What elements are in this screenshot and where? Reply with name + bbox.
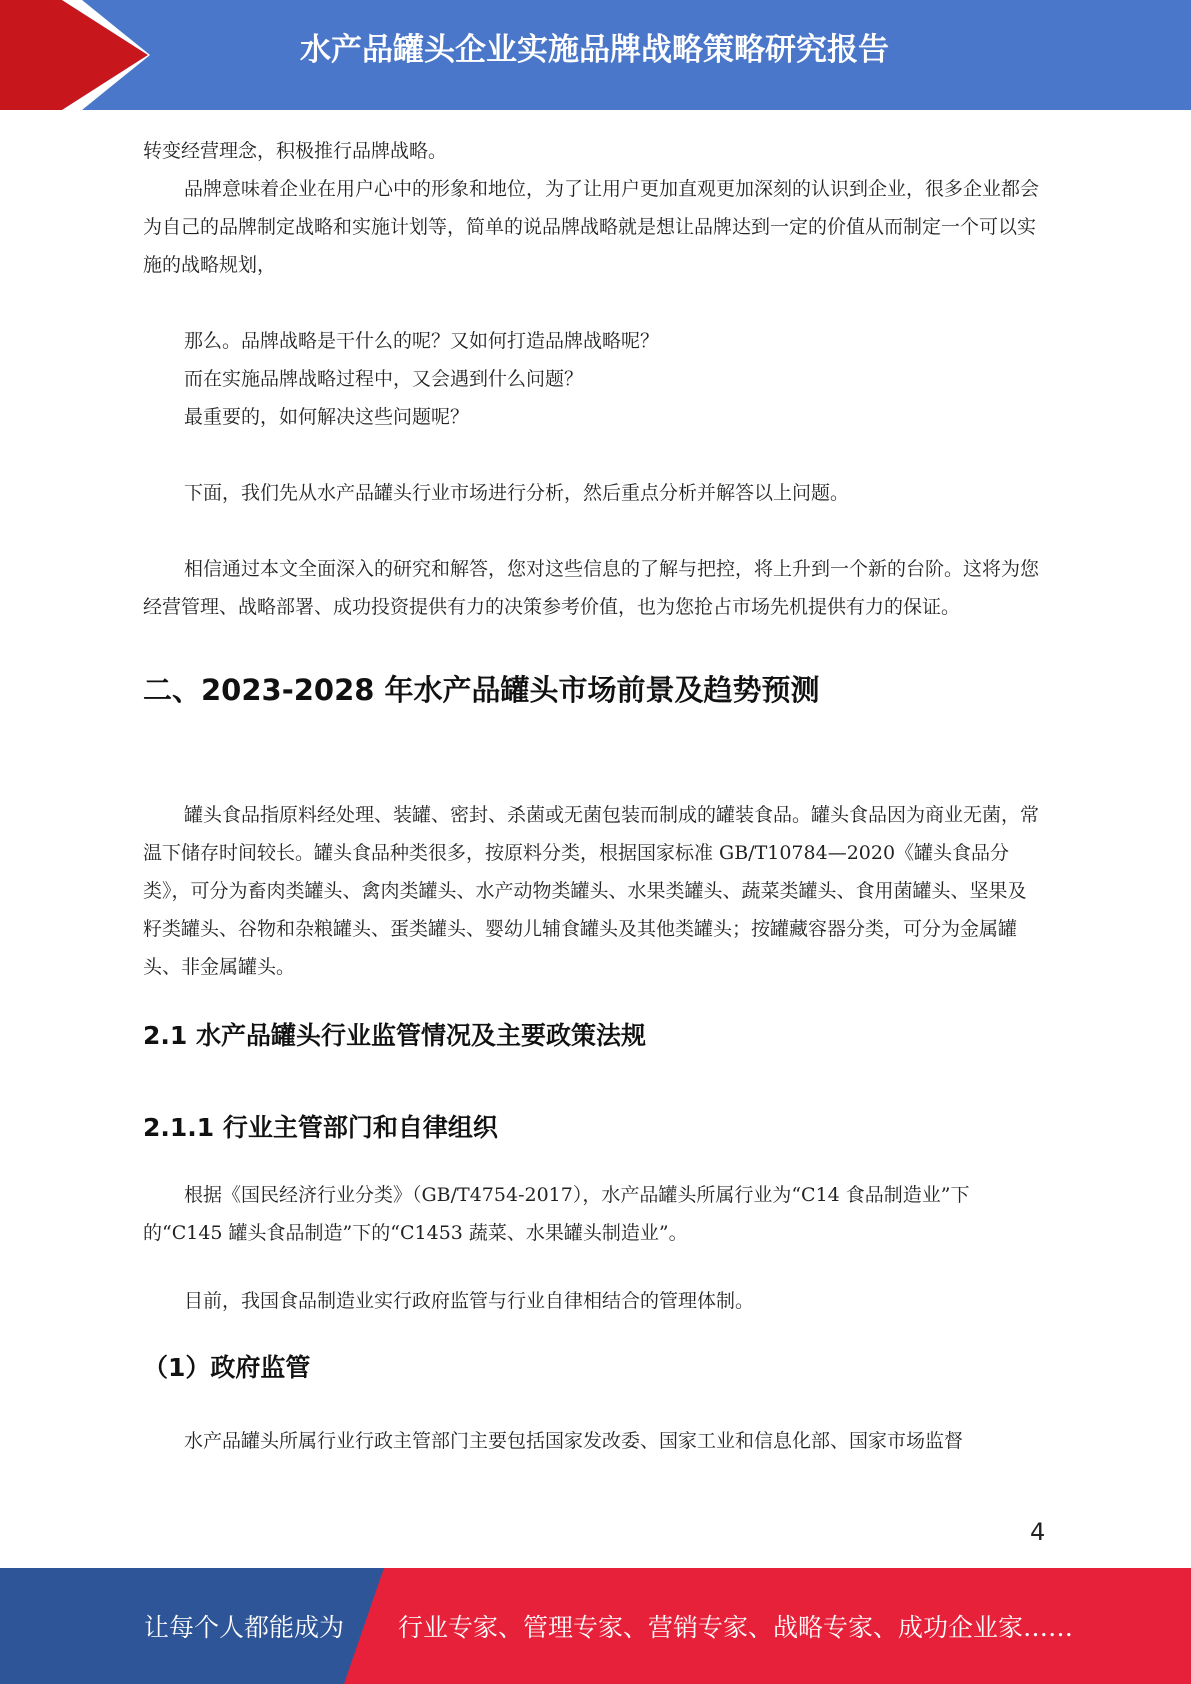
question-line: 而在实施品牌战略过程中，又会遇到什么问题？	[184, 368, 584, 390]
subsubsection-heading: 2.1.1 行业主管部门和自律组织	[143, 1113, 498, 1142]
page-footer	[0, 1568, 1191, 1684]
report-title: 水产品罐头企业实施品牌战略策略研究报告	[300, 32, 889, 68]
footer-slogan-left: 让每个人都能成为	[144, 1613, 345, 1642]
item-heading: （1）政府监管	[143, 1353, 311, 1382]
section-heading: 二、2023-2028 年水产品罐头市场前景及趋势预测	[143, 673, 820, 707]
paragraph: 品牌意味着企业在用户心中的形象和地位，为了让用户更加直观更加深刻的认识到企业，很多企业都会为自己的品牌制定战略和实施计划等，简单的说品牌战略就是想让品牌达到一定的价值从而制定一个可以实施的战略规划，	[143, 178, 1040, 276]
paragraph: 相信通过本文全面深入的研究和解答，您对这些信息的了解与把控，将上升到一个新的台阶。这将为您经营管理、战略部署、成功投资提供有力的决策参考价值，也为您抢占市场先机提供有力的保证。	[143, 558, 1040, 618]
question-line: 最重要的，如何解决这些问题呢？	[184, 406, 470, 428]
paragraph: 转变经营理念，积极推行品牌战略。	[143, 140, 448, 162]
paragraph: 下面，我们先从水产品罐头行业市场进行分析，然后重点分析并解答以上问题。	[184, 482, 850, 504]
paragraph: 水产品罐头所属行业行政主管部门主要包括国家发改委、国家工业和信息化部、国家市场监督	[184, 1430, 964, 1452]
page-header	[0, 0, 1191, 110]
paragraph: 目前，我国食品制造业实行政府监管与行业自律相结合的管理体制。	[184, 1290, 755, 1312]
footer-slogan-right: 行业专家、管理专家、营销专家、战略专家、成功企业家……	[398, 1613, 1074, 1642]
question-line: 那么。品牌战略是干什么的呢？又如何打造品牌战略呢？	[184, 330, 660, 352]
subsection-heading: 2.1 水产品罐头行业监管情况及主要政策法规	[143, 1021, 646, 1050]
paragraph: 罐头食品指原料经处理、装罐、密封、杀菌或无菌包装而制成的罐装食品。罐头食品因为商业无菌，常温下储存时间较长。罐头食品种类很多，按原料分类，根据国家标准 GB/T10784—2020《罐头食品分类》，可分为畜肉类罐头、禽肉类罐头、水产动物类罐头、水果类罐头、蔬菜类罐头、食用菌罐头、坚果及籽类罐头、谷物和杂粮罐头、蛋类罐头、婴幼儿辅食罐头及其他类罐头；按罐藏容器分类，可分为金属罐头、非金属罐头。	[143, 804, 1040, 978]
paragraph: 根据《国民经济行业分类》（GB/T4754-2017），水产品罐头所属行业为“C14 食品制造业”下的“C145 罐头食品制造”下的“C1453 蔬菜、水果罐头制造业”。	[143, 1184, 970, 1244]
page-number: 4	[1030, 1518, 1046, 1546]
page-body	[143, 132, 1045, 1460]
